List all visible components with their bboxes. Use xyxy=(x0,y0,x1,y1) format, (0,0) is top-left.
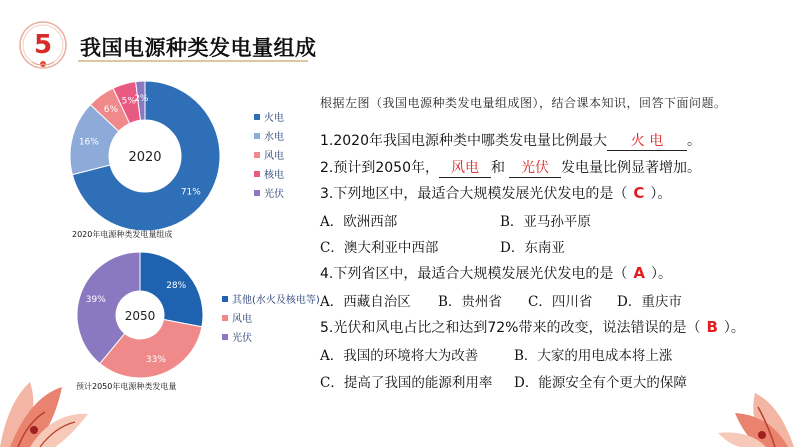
q3-answer: C xyxy=(633,184,645,202)
question-1 xyxy=(320,130,701,151)
q5-answer: B xyxy=(706,318,718,336)
pie2020-legend-item-3 xyxy=(254,164,284,183)
pie2020-value-label-2: 6% xyxy=(103,105,119,116)
pie2020-legend-swatch-2 xyxy=(254,152,260,158)
pie2020-legend-label-3: 核电 xyxy=(264,170,284,181)
question-5 xyxy=(320,317,745,337)
pie2020-legend-label-1: 水电 xyxy=(264,132,284,143)
q4-option-a: A．西藏自治区 xyxy=(320,294,411,310)
page-title: 我国电源种类发电量组成 xyxy=(80,36,317,60)
question-3 xyxy=(320,183,671,203)
q3-option-d: D．东南亚 xyxy=(500,240,565,256)
q1-suffix: 。 xyxy=(687,133,701,149)
q1-text: 1.2020年我国电源种类中哪类发电量比例最大 xyxy=(320,133,607,149)
q2-answer-1: 风电 xyxy=(451,160,479,176)
q2-blank-1 xyxy=(439,157,491,178)
pie2020-legend-swatch-0 xyxy=(254,114,260,120)
pie-chart-2050 xyxy=(60,250,220,380)
pie2020-legend-swatch-3 xyxy=(254,171,260,177)
question-4 xyxy=(320,263,672,283)
q4-option-c: C．四川省 xyxy=(528,294,593,310)
q4-suffix: ）。 xyxy=(650,266,672,282)
pie2020-legend-label-0: 火电 xyxy=(264,113,284,124)
flower-decoration-right xyxy=(700,385,794,447)
q5-option-c: C．提高了我国的能源利用率 xyxy=(320,375,493,391)
q5-text: 5.光伏和风电占比之和达到72%带来的改变，说法错误的是（ xyxy=(320,320,701,336)
q2-suffix: 发电量比例显著增加。 xyxy=(561,160,701,176)
q4-text: 4.下列省区中，最适合大规模发展光伏发电的是（ xyxy=(320,266,628,282)
legend-2020 xyxy=(254,107,284,202)
q2-mid: 和 xyxy=(491,160,505,176)
q2-answer-2: 光伏 xyxy=(521,160,549,176)
intro-text: 根据左图（我国电源种类发电量组成图），结合课本知识，回答下面问题。 xyxy=(320,96,727,110)
pie2020-legend-item-4 xyxy=(254,183,284,202)
legend-2050 xyxy=(222,289,320,346)
q1-answer: 火 电 xyxy=(630,133,664,149)
caption-2020: 2020年电源种类发电量组成 xyxy=(72,230,173,239)
pie2020-legend-swatch-1 xyxy=(254,133,260,139)
section-badge xyxy=(18,20,68,70)
pie2020-legend-item-2 xyxy=(254,145,284,164)
q4-option-b: B．贵州省 xyxy=(438,294,502,310)
q5-option-b: B．大家的用电成本将上涨 xyxy=(514,348,673,364)
pie2020-value-label-3: 5% xyxy=(121,96,136,107)
pie2050-legend-label-0: 其他(水火及核电等) xyxy=(232,295,320,306)
q5-option-a: A．我国的环境将大为改善 xyxy=(320,348,479,364)
pie2020-value-label-4: 2% xyxy=(134,94,149,105)
pie2050-value-label-1: 33% xyxy=(145,355,166,366)
pie2050-value-label-0: 28% xyxy=(166,281,187,292)
q2-prefix: 2.预计到2050年， xyxy=(320,160,439,176)
q3-option-b: B．亚马孙平原 xyxy=(500,214,591,230)
question-2 xyxy=(320,157,701,178)
pie2020-legend-swatch-4 xyxy=(254,190,260,196)
q3-option-a: A．欧洲西部 xyxy=(320,214,398,230)
pie2020-legend-label-2: 风电 xyxy=(264,151,284,162)
pie2020-center-label: 2020 xyxy=(128,150,162,165)
pie2020-value-label-0: 71% xyxy=(180,187,201,198)
pie-chart-2020 xyxy=(60,78,230,243)
title-underline xyxy=(78,60,308,62)
q3-suffix: ）。 xyxy=(650,186,672,202)
q5-option-d: D．能源安全有个更大的保障 xyxy=(514,375,687,391)
pie2050-legend-item-0 xyxy=(222,289,320,308)
q1-blank xyxy=(607,130,687,151)
pie2050-legend-swatch-2 xyxy=(222,334,228,340)
pie2050-legend-item-1 xyxy=(222,308,320,327)
caption-2050: 预计2050年电源种类发电量 xyxy=(76,382,177,391)
badge-number: 5 xyxy=(33,30,53,60)
pie2020-legend-label-4: 光伏 xyxy=(264,189,284,200)
pie2050-legend-swatch-1 xyxy=(222,315,228,321)
pie2050-legend-item-2 xyxy=(222,327,320,346)
q5-suffix: ）。 xyxy=(723,320,745,336)
pie2020-value-label-1: 16% xyxy=(78,137,99,148)
pie2050-value-label-2: 39% xyxy=(85,295,106,306)
q3-option-c: C．澳大利亚中西部 xyxy=(320,240,439,256)
pie2050-legend-swatch-0 xyxy=(222,296,228,302)
q3-text: 3.下列地区中，最适合大规模发展光伏发电的是（ xyxy=(320,186,628,202)
q4-option-d: D．重庆市 xyxy=(617,294,682,310)
q4-answer: A xyxy=(633,264,645,282)
pie2050-center-label: 2050 xyxy=(124,309,156,323)
pie2050-legend-label-2: 光伏 xyxy=(232,333,252,344)
q2-blank-2 xyxy=(509,157,561,178)
pie2020-legend-item-0 xyxy=(254,107,284,126)
pie2050-legend-label-1: 风电 xyxy=(232,314,252,325)
pie2020-legend-item-1 xyxy=(254,126,284,145)
flower-decoration-left xyxy=(0,372,92,447)
